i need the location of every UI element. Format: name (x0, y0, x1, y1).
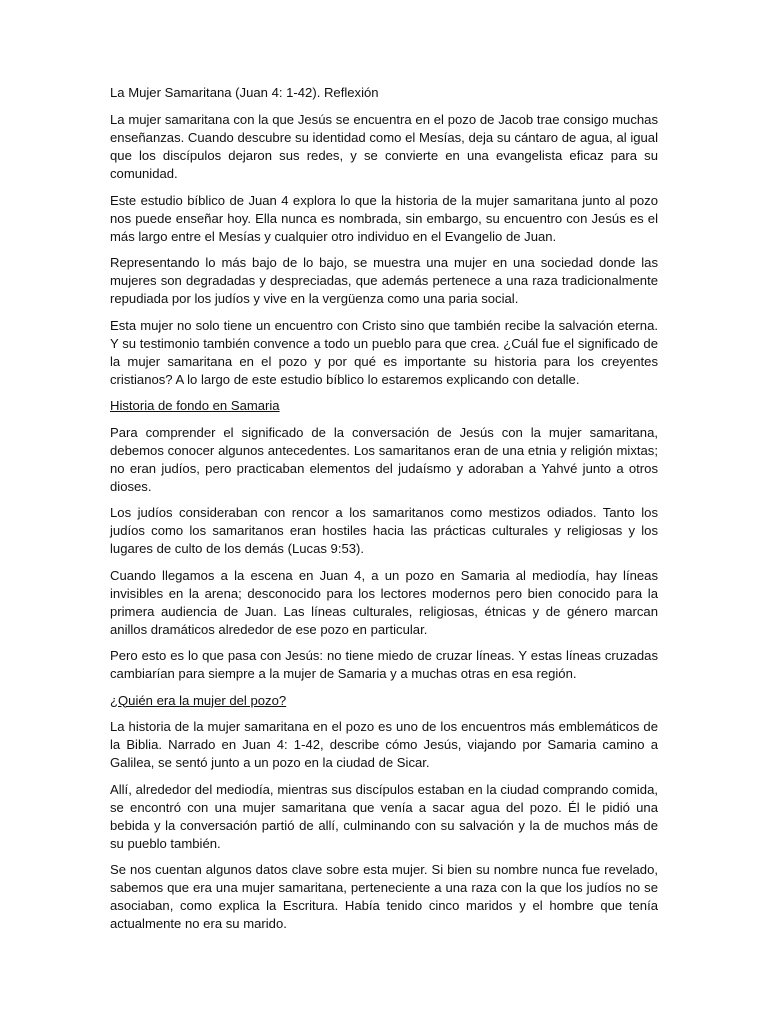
paragraph-samaritans-mixed: Para comprender el significado de la conversación de Jesús con la mujer samaritana, debemos conocer algunos antecedentes. Los samaritanos eran de una etnia y religión mixtas; no eran judíos, pero practicaban elementos del judaísmo y adoraban a Yahvé junto a otros dioses. (110, 424, 658, 494)
paragraph-study-overview: Este estudio bíblico de Juan 4 explora lo que la historia de la mujer samaritana junto al pozo nos puede enseñar hoy. Ella nunca es nombrada, sin embargo, su encuentro con Jesús es el más largo entre el Mesías y cualquier otro individuo en el Evangelio de Juan. (110, 192, 658, 244)
section-heading-who-was-woman: ¿Quién era la mujer del pozo? (110, 692, 287, 708)
paragraph-crossing-lines: Pero esto es lo que pasa con Jesús: no tiene miedo de cruzar líneas. Y estas líneas cruzadas cambiarían para siempre a la mujer de Samaria y a muchas otras en esa región. (110, 648, 658, 681)
paragraph-jews-resentment: Los judíos consideraban con rencor a los samaritanos como mestizos odiados. Tanto los judíos como los samaritanos eran hostiles hacia las prácticas culturales y religiosas y los lugares de culto de los demás (Lucas 9:53). (110, 505, 658, 556)
document-page (110, 84, 658, 942)
paragraph-noon-meeting: Allí, alrededor del mediodía, mientras sus discípulos estaban en la ciudad comprando comida, se encontró con una mujer samaritana que venía a sacar agua del pozo. Él le pidió una bebida y la conversación partió de allí, culminando con su salvación y la de muchos más de su pueblo también. (110, 781, 658, 851)
section-heading-samaria-background: Historia de fondo en Samaria (110, 398, 280, 413)
paragraph-emblematic-encounter: La historia de la mujer samaritana en el pozo es uno de los encuentros más emblemáticos de la Biblia. Narrado en Juan 4: 1-42, describe cómo Jesús, viajando por Samaria camino a Galilea, se sentó junto a un pozo en la ciudad de Sicar. (110, 719, 658, 770)
paragraph-key-facts: Se nos cuentan algunos datos clave sobre esta mujer. Si bien su nombre nunca fue revelado, sabemos que era una mujer samaritana, perteneciente a una raza con la que los judíos no se asociaban, como explica la Escritura. Había tenido cinco maridos y el hombre que tenía actualmente no era su marido. (110, 862, 658, 931)
paragraph-intro: La mujer samaritana con la que Jesús se encuentra en el pozo de Jacob trae consigo muchas enseñanzas. Cuando descubre su identidad como el Mesías, deja su cántaro de agua, al igual que los discípulos dejaron sus redes, y se convierte en una evangelista eficaz para su comunidad. (110, 112, 658, 181)
paragraph-lowest-of-low: Representando lo más bajo de lo bajo, se muestra una mujer en una sociedad donde las mujeres son degradadas y despreciadas, que además pertenece a una raza tradicionalmente repudiada por los judíos y vive en la vergüenza como una paria social. (110, 255, 658, 306)
paragraph-salvation: Esta mujer no solo tiene un encuentro con Cristo sino que también recibe la salvación eterna. Y su testimonio también convence a todo un pueblo para que crea. ¿Cuál fue el significado de la mujer samaritana en el pozo y por qué es importante su historia para los creyentes cristianos? A lo largo de este estudio bíblico lo estaremos explicando con detalle. (110, 317, 658, 387)
document-title: La Mujer Samaritana (Juan 4: 1-42). Reflexión (110, 85, 379, 100)
paragraph-invisible-lines: Cuando llegamos a la escena en Juan 4, a un pozo en Samaria al mediodía, hay líneas invisibles en la arena; desconocido para los lectores modernos pero bien conocido para la primera audiencia de Juan. Las líneas culturales, religiosas, étnicas y de género marcan anillos dramáticos alrededor de ese pozo en particular. (110, 567, 658, 637)
